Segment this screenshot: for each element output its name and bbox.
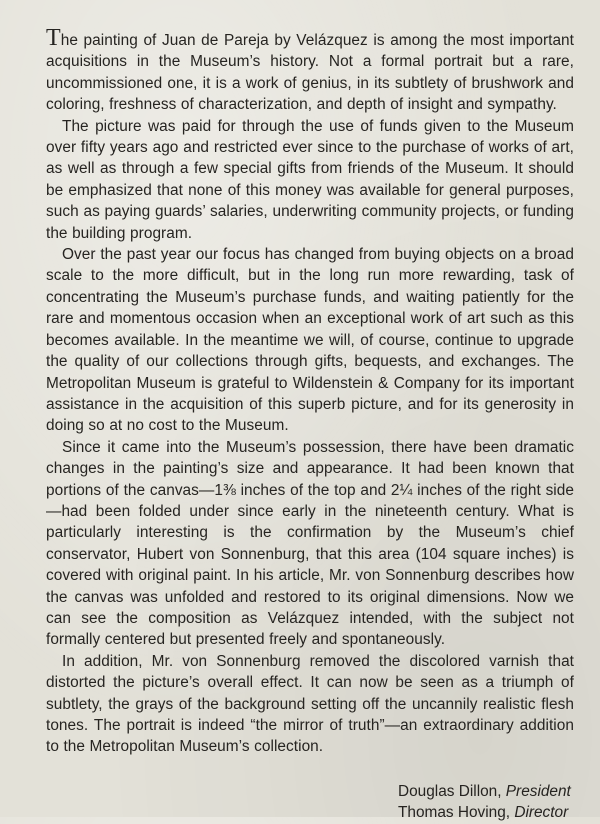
paragraph-5: In addition, Mr. von Sonnenburg removed the discolored varnish that distorted the picture’s overall effect. It can now be seen as a triumph of subtlety, the grays of the background setting off the uncannily realistic flesh tones. The portrait is indeed “the mirror of truth”—an extraordinary addition to the Metropolitan Museum’s collection. — [46, 652, 574, 756]
signature-name: Douglas Dillon, — [398, 782, 502, 800]
signature-title: Director — [514, 804, 569, 822]
document-body — [46, 25, 574, 758]
paragraph-1 — [46, 25, 574, 116]
signature-block — [46, 781, 574, 824]
signature-director — [398, 802, 574, 823]
paragraph-1-text: he painting of Juan de Pareja by Velázquez is among the most important acquisitions in the Museum’s history. Not a formal portrait but a rare, uncommissioned one, it is a work of genius, in its subtlety of brushwork and coloring, freshness of characterization, and depth of insight and sympathy. — [46, 32, 574, 114]
paragraph-2: The picture was paid for through the use of funds given to the Museum over fifty years ago and restricted ever since to the purchase of works of art, as well as through a few special gifts from friends of the Museum. It should be emphasized that none of this money was available for general purposes, such as paying guards’ salaries, underwriting community projects, or funding the building program. — [46, 117, 574, 242]
paragraph-3: Over the past year our focus has changed from buying objects on a broad scale to the more difficult, but in the long run more rewarding, task of concentrating the Museum’s purchase funds, and waiting patiently for the rare and momentous occasion when an exceptional work of art such as this becomes available. In the meantime we will, of course, continue to upgrade the quality of our collections through gifts, bequests, and exchanges. The Metropolitan Museum is grateful to Wildenstein & Company for its important assistance in the acquisition of this superb picture, and for its generosity in doing so at no cost to the Museum. — [46, 246, 574, 435]
drop-cap: T — [46, 25, 61, 51]
paragraph-4: Since it came into the Museum’s possession, there have been dramatic changes in the painting’s size and appearance. It had been known that portions of the canvas—1⅜ inches of the top and 2¼ inches of the right side—had been folded under since early in the nineteenth century. What is particularly interesting is the confirmation by the Museum’s chief conservator, Hubert von Sonnenburg, that this area (104 square inches) is covered with original paint. In his article, Mr. von Sonnenburg describes how the canvas was unfolded and restored to its original dimensions. Now we can see the composition as Velázquez intended, with the subject not formally centered but presented freely and spontaneously. — [46, 438, 574, 649]
signature-title: President — [505, 782, 571, 800]
signature-president — [398, 781, 574, 802]
signature-name: Thomas Hoving, — [398, 804, 511, 822]
